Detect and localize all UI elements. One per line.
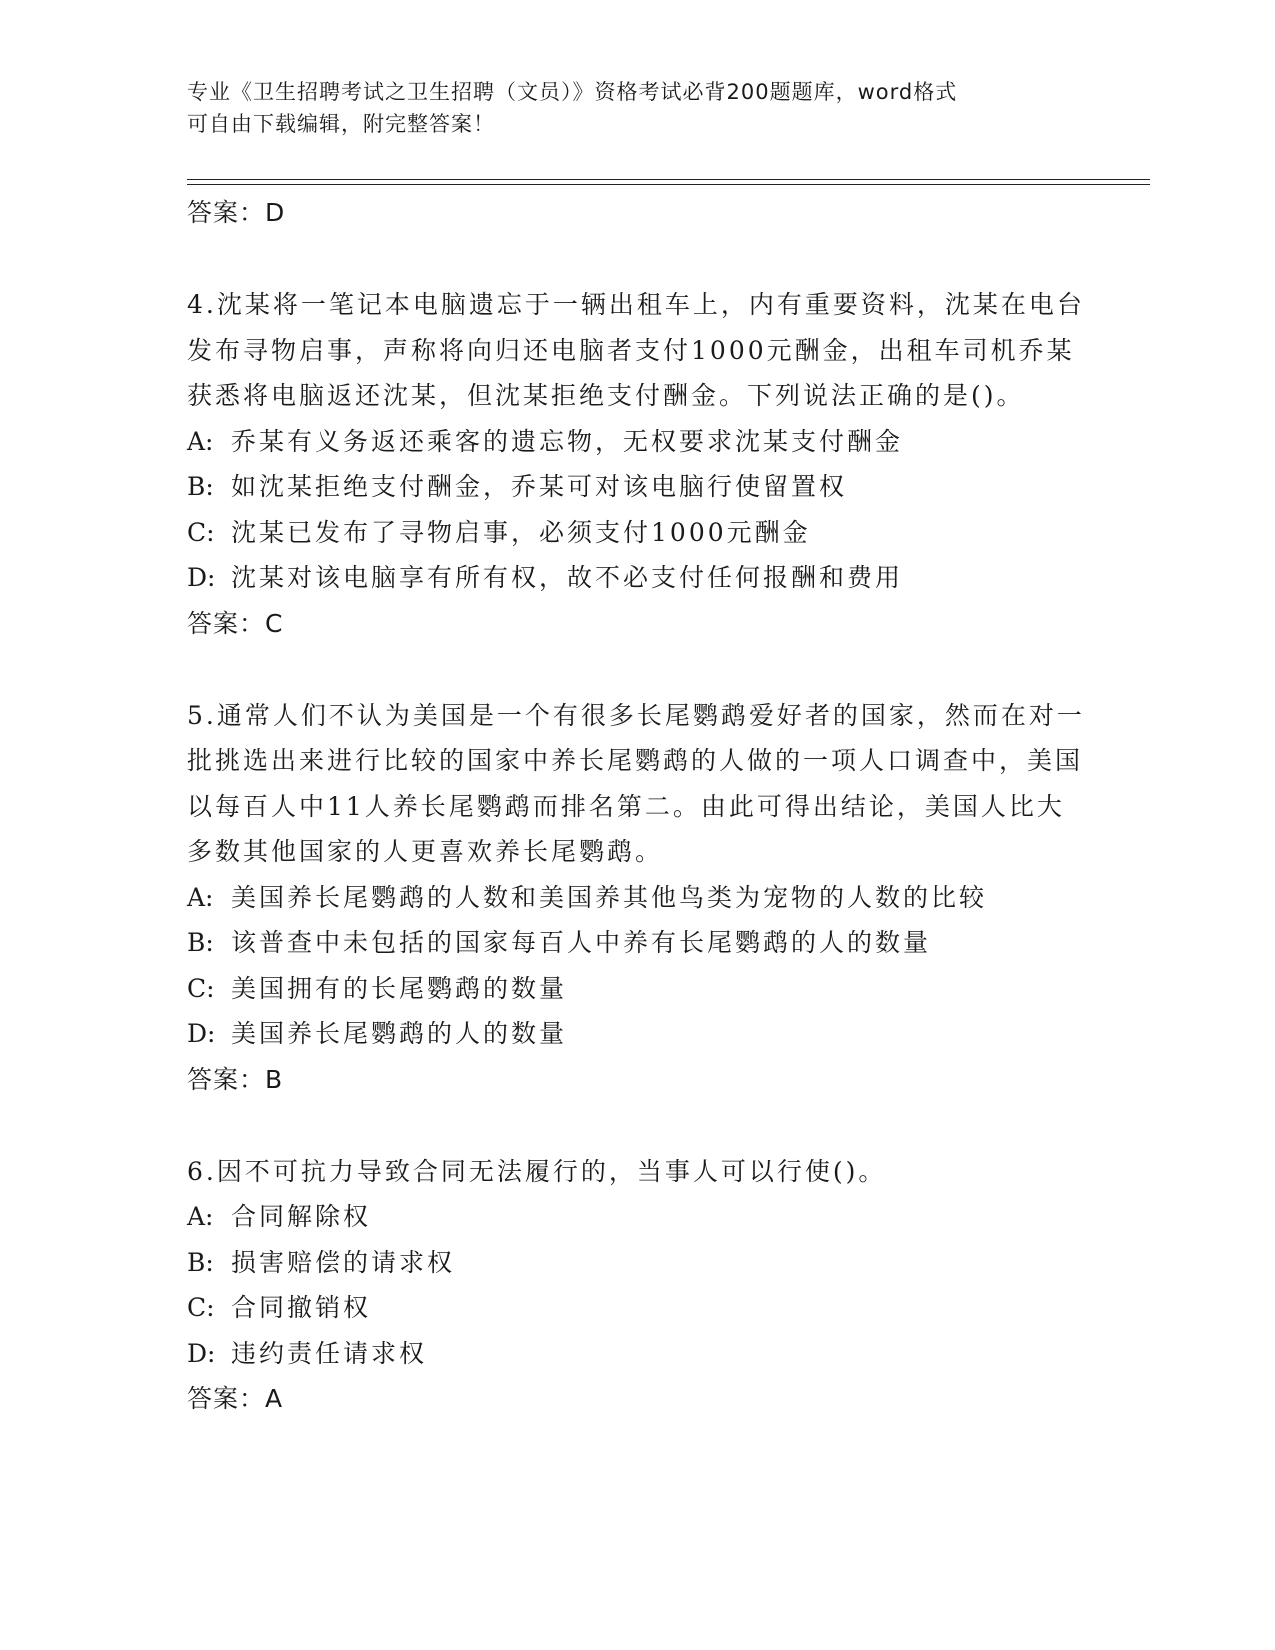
option-d xyxy=(187,1331,1087,1377)
header-rule-bottom xyxy=(187,184,1150,185)
option-letter: D: xyxy=(187,1019,216,1048)
option-letter: B: xyxy=(187,928,214,957)
header-line-2: 可自由下载编辑，附完整答案！ xyxy=(187,112,495,136)
question-stem: 5.通常人们不认为美国是一个有很多长尾鹦鹉爱好者的国家，然而在对一批挑选出来进行比较的国家中养长尾鹦鹉的人做的一项人口调查中，美国以每百人中11人养长尾鹦鹉而排名第二。由此可得出结论，美国人比大多数其他国家的人更喜欢养长尾鹦鹉。 xyxy=(187,700,1085,866)
option-text: 如沈某拒绝支付酬金，乔某可对该电脑行使留置权 xyxy=(231,472,848,501)
option-d xyxy=(187,1011,1087,1057)
option-text: 美国养长尾鹦鹉的人数和美国养其他鸟类为宠物的人数的比较 xyxy=(231,882,988,912)
question-5 xyxy=(187,693,1087,1103)
header-rule-top xyxy=(187,179,1150,180)
option-letter: C: xyxy=(187,973,215,1003)
question-stem: 4.沈某将一笔记本电脑遗忘于一辆出租车上，内有重要资料，沈某在电台发布寻物启事，声称将向归还电脑者支付1000元酬金，出租车司机乔某获悉将电脑返还沈某，但沈某拒绝支付酬金。下列说法正确的是()。 xyxy=(187,290,1085,410)
page-header xyxy=(187,76,1067,140)
option-text: 乔某有义务返还乘客的遗忘物，无权要求沈某支付酬金 xyxy=(231,426,904,456)
question-answer: 答案：C xyxy=(187,608,284,638)
option-letter: A: xyxy=(187,882,214,912)
option-text: 该普查中未包括的国家每百人中养有长尾鹦鹉的人的数量 xyxy=(231,928,932,957)
document-body xyxy=(187,190,1087,1422)
option-a xyxy=(187,875,1087,921)
option-b xyxy=(187,464,1087,510)
option-text: 损害赔偿的请求权 xyxy=(231,1247,456,1277)
option-letter: C: xyxy=(187,517,215,547)
option-a xyxy=(187,419,1087,465)
option-text: 违约责任请求权 xyxy=(231,1338,428,1368)
option-letter: C: xyxy=(187,1293,215,1322)
option-letter: B: xyxy=(187,472,214,501)
option-text: 合同解除权 xyxy=(231,1202,372,1231)
question-stem: 6.因不可抗力导致合同无法履行的，当事人可以行使()。 xyxy=(187,1156,887,1186)
option-letter: B: xyxy=(187,1247,214,1277)
option-c xyxy=(187,510,1087,556)
header-line-1: 专业《卫生招聘考试之卫生招聘（文员）》资格考试必背200题题库，word格式 xyxy=(187,80,958,104)
option-a xyxy=(187,1194,1087,1240)
option-text: 美国养长尾鹦鹉的人的数量 xyxy=(231,1019,568,1048)
question-6 xyxy=(187,1149,1087,1423)
question-4 xyxy=(187,282,1087,647)
option-text: 沈某对该电脑享有所有权，故不必支付任何报酬和费用 xyxy=(231,563,904,592)
option-letter: A: xyxy=(187,1202,214,1231)
option-letter: D: xyxy=(187,563,216,592)
option-letter: A: xyxy=(187,426,214,456)
question-answer: 答案：B xyxy=(187,1064,284,1094)
option-b xyxy=(187,920,1087,966)
option-c xyxy=(187,1285,1087,1331)
option-c xyxy=(187,966,1087,1012)
option-text: 美国拥有的长尾鹦鹉的数量 xyxy=(231,973,568,1003)
option-b xyxy=(187,1240,1087,1286)
option-letter: D: xyxy=(187,1338,216,1368)
option-text: 合同撤销权 xyxy=(231,1293,372,1322)
option-d xyxy=(187,555,1087,601)
previous-answer: 答案：D xyxy=(187,198,286,227)
question-answer: 答案：A xyxy=(187,1384,284,1413)
option-text: 沈某已发布了寻物启事，必须支付1000元酬金 xyxy=(231,517,811,547)
